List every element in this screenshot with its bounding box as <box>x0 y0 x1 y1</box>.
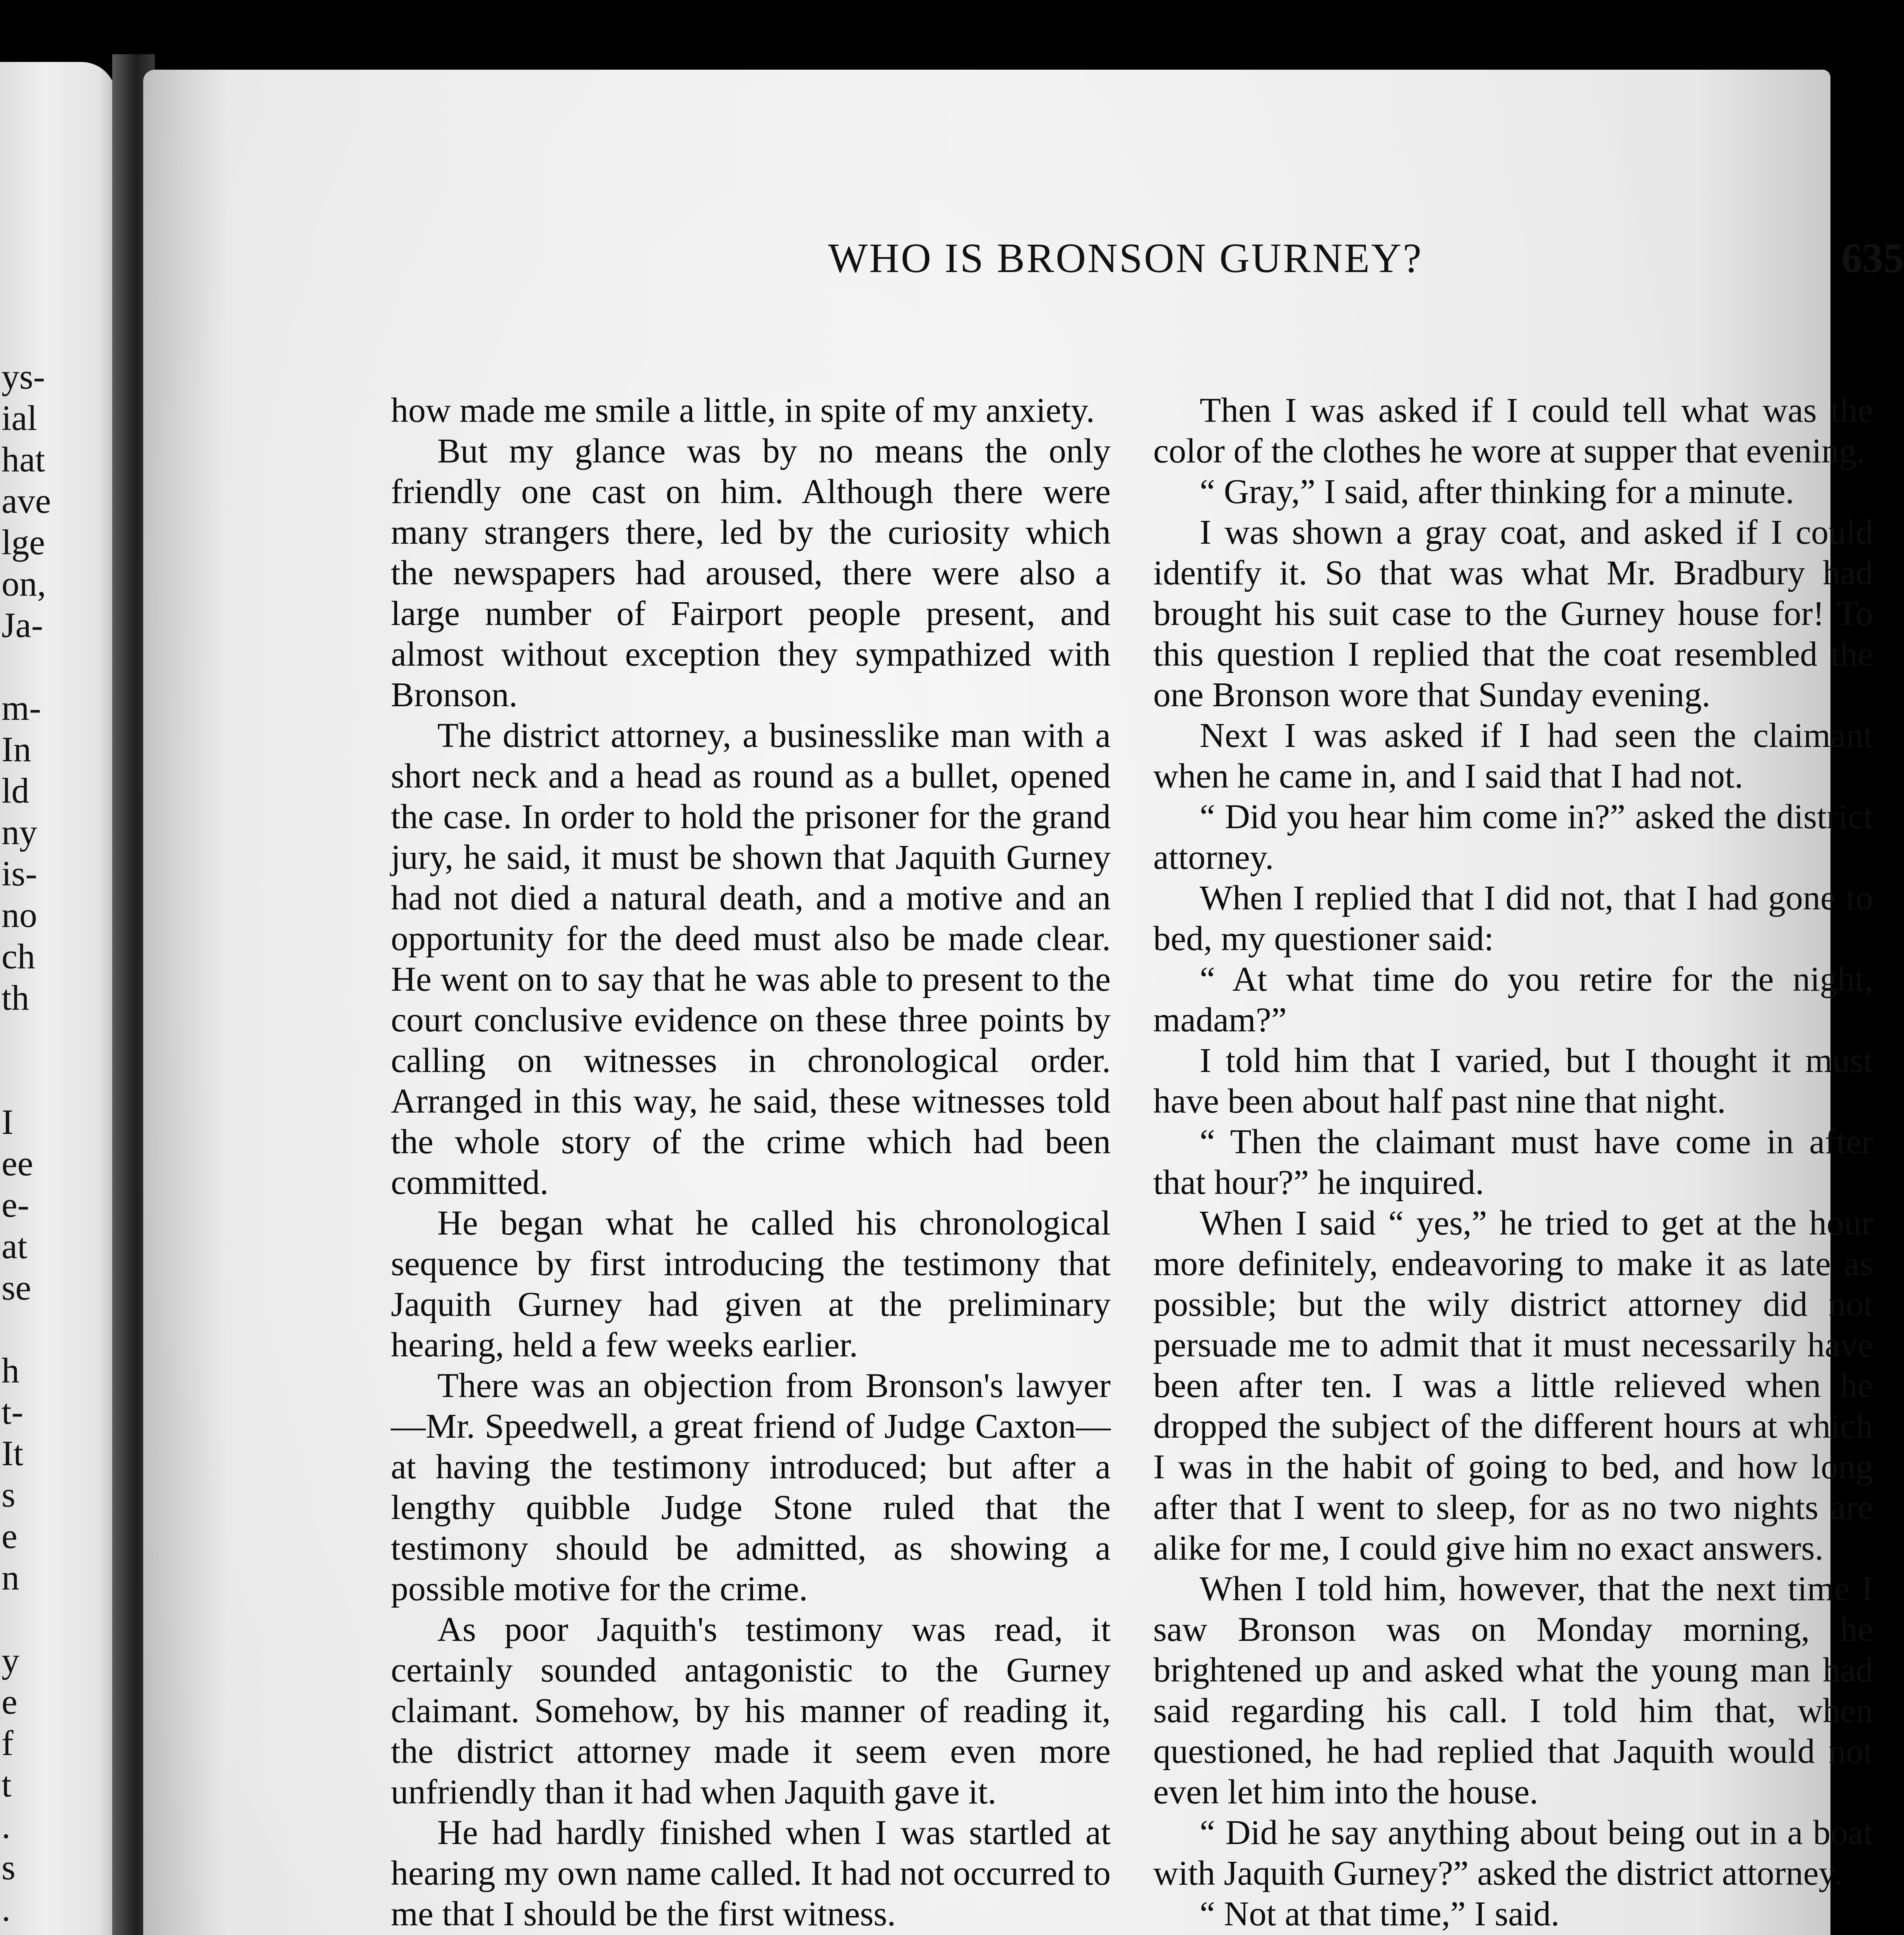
right-text-column <box>1153 390 1873 1935</box>
page-number: 635 <box>1841 235 1904 281</box>
paragraph: When I replied that I did not, that I had gone to bed, my questioner said: <box>1153 879 1873 958</box>
previous-page-text-fragment: ee <box>2 1144 33 1183</box>
paragraph: “ Not at that time,” I said. <box>1200 1895 1560 1933</box>
previous-page-text-fragment: e <box>2 1516 17 1556</box>
previous-page-text-fragment: h <box>2 1351 19 1390</box>
previous-page-text-fragment: on, <box>2 564 46 603</box>
paragraph: He began what he called his chronological sequence by first introducing the testimony that Jaquith Gurney had given at the preliminary hearing, held a few weeks earlier. <box>391 1204 1111 1364</box>
previous-page-text-fragment: ial <box>2 398 37 438</box>
paragraph: “ Did he say anything about being out in a boat with Jaquith Gurney?” asked the district attorney. <box>1153 1813 1873 1892</box>
paragraph: “ Did you hear him come in?” asked the district attorney. <box>1153 798 1873 877</box>
paragraph: I was shown a gray coat, and asked if I could identify it. So that was what Mr. Bradbury had brought his suit case to the Gurney house for! To this question I replied that the coat resembled the one Bronson wore that Sunday evening. <box>1153 513 1873 714</box>
previous-page-text-fragment: y <box>2 1640 19 1680</box>
previous-page-text-fragment: ld <box>2 771 29 810</box>
previous-page-text-fragment: n <box>2 1558 19 1597</box>
previous-page-text-fragment: f <box>2 1723 14 1763</box>
previous-page-text-fragment: ave <box>2 481 51 521</box>
previous-page-text-fragment: ny <box>2 812 37 852</box>
previous-page-text-fragment: Ja- <box>2 605 43 645</box>
previous-page-text-fragment: th <box>2 978 29 1017</box>
previous-page-text-fragment: hat <box>2 440 45 479</box>
previous-page-text-fragment: I <box>2 1102 14 1142</box>
running-title: WHO IS BRONSON GURNEY? <box>828 235 1423 281</box>
previous-page-text-fragment: In <box>2 729 31 769</box>
paragraph: “ Gray,” I said, after thinking for a minute. <box>1200 473 1794 511</box>
previous-page-text-fragment: It <box>2 1433 24 1473</box>
paragraph: When I told him, however, that the next time I saw Bronson was on Monday morning, he brightened up and asked what the young man had said regarding his call. I told him that, when questioned, he had replied that Jaquith would not even let him into the house. <box>1153 1570 1873 1811</box>
previous-page-text-fragment: se <box>2 1268 31 1307</box>
previous-page-text-fragment: t <box>2 1765 12 1804</box>
paragraph: There was an objection from Bronson's lawyer—Mr. Speedwell, a great friend of Judge Caxton—at having the testimony introduced; but after a lengthy quibble Judge Stone ruled that the testimony should be admitted, as showing a possible motive for the crime. <box>391 1366 1111 1608</box>
previous-page-text-fragment: no <box>2 895 37 935</box>
previous-page-text-fragment: lge <box>2 522 45 562</box>
previous-page-text-fragment: at <box>2 1226 27 1266</box>
paragraph: But my glance was by no means the only friendly one cast on him. Although there were many strangers there, led by the curiosity which the newspapers had aroused, there were also a large number of Fairport people present, and almost without exception they sympathized with Bronson. <box>391 432 1111 714</box>
previous-page-edge <box>0 62 116 1935</box>
previous-page-text-fragment: e- <box>2 1185 29 1224</box>
paragraph: Then I was asked if I could tell what was the color of the clothes he wore at supper that evening. <box>1153 391 1873 470</box>
previous-page-text-fragment: . <box>2 1889 10 1928</box>
paragraph: He had hardly finished when I was startled at hearing my own name called. It had not occurred to me that I should be the first witness. <box>391 1813 1111 1933</box>
previous-page-text-fragment: s <box>2 1475 15 1514</box>
paragraph: how made me smile a little, in spite of my anxiety. <box>391 391 1095 430</box>
previous-page-text-fragment: e <box>2 1682 17 1721</box>
paragraph: “ At what time do you retire for the night, madam?” <box>1153 960 1873 1039</box>
previous-page-text-fragment: ch <box>2 937 35 976</box>
left-text-column <box>391 390 1111 1935</box>
previous-page-text-fragment: m- <box>2 688 41 728</box>
previous-page-text-fragment: ys- <box>2 357 45 396</box>
previous-page-text-fragment: . <box>2 1806 10 1846</box>
book-page <box>143 70 1904 1935</box>
paragraph: “ Then the claimant must have come in after that hour?” he inquired. <box>1153 1123 1873 1202</box>
previous-page-text-fragment: s <box>2 1848 15 1887</box>
paragraph: Next I was asked if I had seen the claimant when he came in, and I said that I had not. <box>1153 716 1873 795</box>
previous-page-text-fragment: is- <box>2 854 37 893</box>
paragraph: When I said “ yes,” he tried to get at the hour more definitely, endeavoring to make it as late as possible; but the wily district attorney did not persuade me to admit that it must necessarily have been after ten. I was a little relieved when he dropped the subject of the different hours at which I was in the habit of going to bed, and how long after that I went to sleep, for as no two nights are alike for me, I could give him no exact answers. <box>1153 1204 1873 1567</box>
paragraph: The district attorney, a businesslike man with a short neck and a head as round as a bullet, opened the case. In order to hold the prisoner for the grand jury, he said, it must be shown that Jaquith Gurney had not died a natural death, and a motive and an opportunity for the deed must also be made clear. He went on to say that he was able to present to the court conclusive evidence on these three points by calling on witnesses in chronological order. Arranged in this way, he said, these witnesses told the whole story of the crime which had been committed. <box>391 716 1111 1202</box>
paragraph: I told him that I varied, but I thought it must have been about half past nine that night. <box>1153 1041 1873 1120</box>
paragraph: As poor Jaquith's testimony was read, it certainly sounded antagonistic to the Gurney claimant. Somehow, by his manner of reading it, the district attorney made it seem even more unfriendly than it had when Jaquith gave it. <box>391 1610 1111 1811</box>
previous-page-text-fragment: t- <box>2 1392 24 1432</box>
